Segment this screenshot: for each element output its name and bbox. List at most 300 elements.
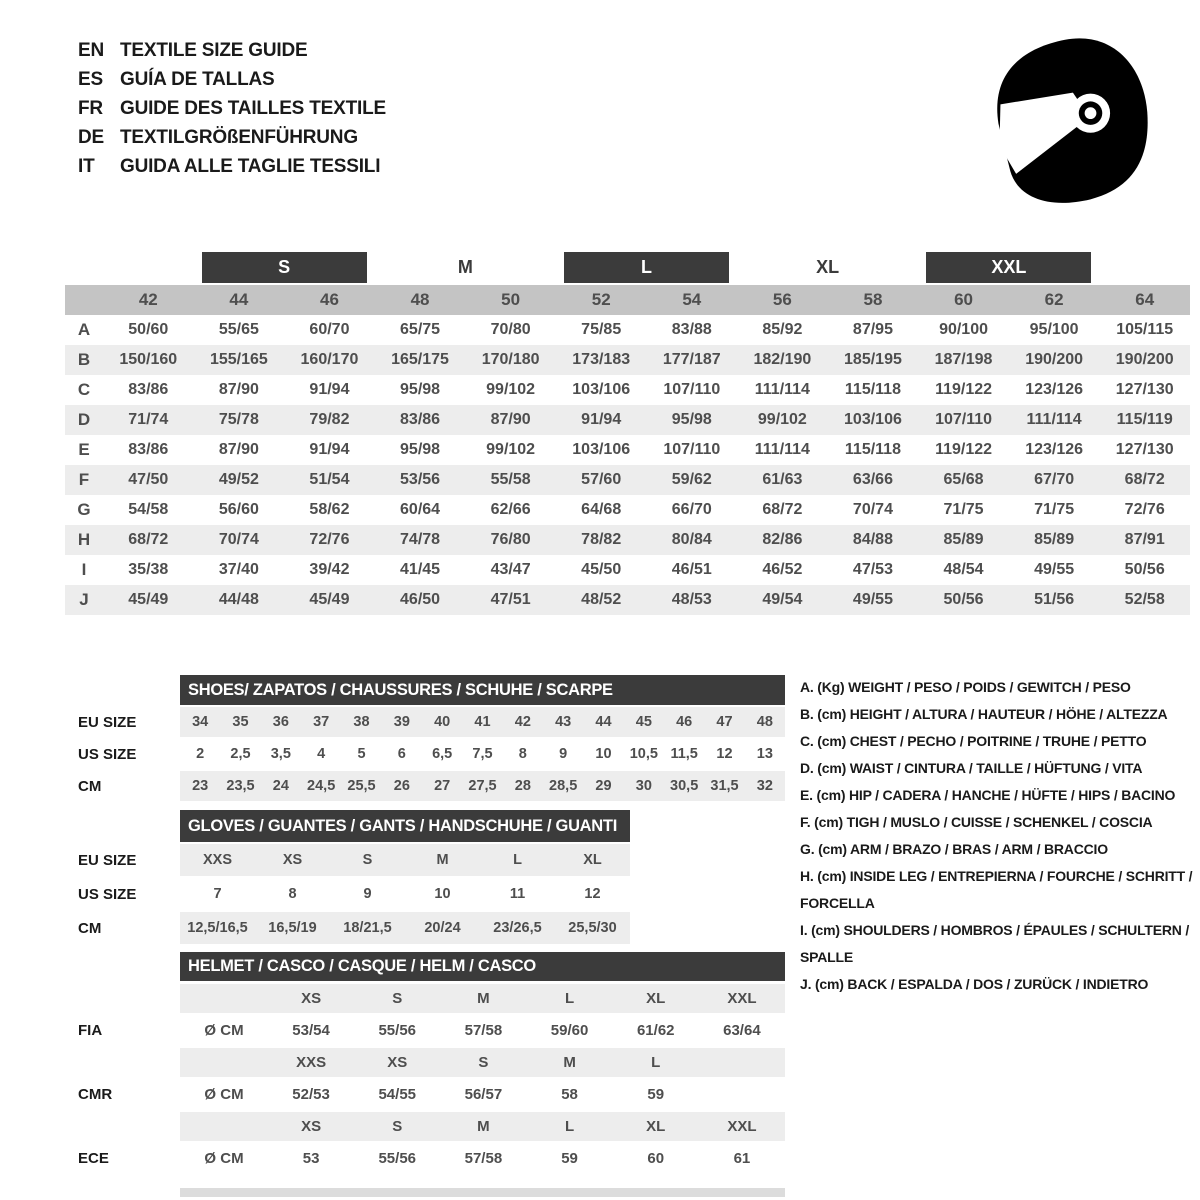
measure-cell: 74/78 [400, 531, 441, 548]
measure-cell: 46/50 [400, 591, 441, 608]
shoes-cell: 32 [756, 778, 773, 794]
helmet-value: 63/64 [723, 1022, 761, 1039]
measure-cell: 62/66 [490, 501, 531, 518]
measure-cell: 87/91 [1124, 531, 1165, 548]
measure-cell: 53/56 [400, 471, 441, 488]
measure-cell: 46/51 [671, 561, 712, 578]
language-code: DE [78, 127, 104, 148]
shoes-cell: 6 [397, 746, 406, 762]
shoes-title-bar: SHOES/ ZAPATOS / CHAUSSURES / SCHUHE / SCARPE [180, 675, 785, 705]
gloves-cell: 23/26,5 [493, 920, 542, 936]
gloves-label-eu-size: EU SIZE [78, 851, 137, 869]
measure-cell: 91/94 [309, 381, 350, 398]
helmet-unit: Ø CM [204, 1150, 244, 1167]
measure-cell: 103/106 [572, 381, 631, 398]
legend-item-i: I. (cm) SHOULDERS / HOMBROS / ÉPAULES / SCHULTERN / SPALLE [800, 922, 1190, 965]
helmet-values-row-fia [180, 1016, 785, 1045]
measure-cell: 45/49 [128, 591, 169, 608]
helmet-value: 59/60 [550, 1022, 589, 1039]
shoes-cell: 48 [756, 714, 773, 730]
measure-row-f [65, 465, 1190, 495]
measure-cell: 76/80 [490, 531, 531, 548]
size-band-s: S [202, 252, 367, 283]
measure-cell: 85/89 [1034, 531, 1075, 548]
gloves-cell: S [362, 852, 373, 868]
measure-cell: 59/62 [671, 471, 712, 488]
measure-cell: 87/90 [218, 381, 259, 398]
measure-cell: 107/110 [663, 381, 721, 398]
helmet-unit: Ø CM [204, 1086, 244, 1103]
gloves-title-bar: GLOVES / GUANTES / GANTS / HANDSCHUHE / GUANTI [180, 810, 630, 842]
measure-cell: 95/100 [1029, 321, 1079, 338]
shoes-cell: 6,5 [432, 746, 453, 762]
measure-cell: 115/118 [844, 441, 901, 458]
shoes-cell: 31,5 [710, 778, 739, 794]
row-letter: J [79, 590, 89, 609]
measure-cell: 47/51 [490, 591, 531, 608]
shoes-cell: 29 [595, 778, 612, 794]
helmet-value: 60 [647, 1150, 665, 1167]
helmet-values-row-ece [180, 1144, 785, 1173]
helmet-value: 59 [561, 1150, 578, 1167]
row-letter: D [77, 410, 91, 429]
racing-helmet-icon [972, 28, 1164, 214]
measure-cell: 50/56 [943, 591, 984, 608]
measure-cell: 64/68 [581, 501, 622, 518]
shoes-cell: 46 [676, 714, 693, 730]
helmet-title-bar: HELMET / CASCO / CASQUE / HELM / CASCO [180, 952, 785, 981]
measure-cell: 107/110 [663, 441, 721, 458]
helmet-label-ece: ECE [78, 1150, 109, 1167]
shoes-cell: 43 [555, 714, 572, 730]
measure-row-b [65, 345, 1190, 375]
language-row [78, 152, 386, 181]
shoes-cell: 42 [514, 714, 531, 730]
helmet-value: 58 [561, 1086, 578, 1103]
language-title: GUIDA ALLE TAGLIE TESSILI [120, 156, 381, 177]
shoes-cell: 12 [716, 746, 733, 762]
shoes-cell: 2 [196, 746, 205, 762]
legend-item-d: D. (cm) WAIST / CINTURA / TAILLE / HÜFTUNG / VITA [800, 760, 1143, 776]
size-band-row [65, 252, 1190, 283]
size-band-xxl: XXL [926, 252, 1091, 283]
shoes-cell: 28,5 [549, 778, 578, 794]
measure-row-j [65, 585, 1190, 615]
helmet-unit: Ø CM [204, 1022, 244, 1039]
measure-cell: 50/56 [1124, 561, 1165, 578]
measure-cell: 41/45 [400, 561, 441, 578]
measure-cell: 78/82 [581, 531, 622, 548]
gloves-label-cm: CM [78, 919, 102, 937]
measure-cell: 95/98 [400, 381, 441, 398]
measure-cell: 71/75 [1034, 501, 1075, 518]
size-number-row [65, 285, 1190, 315]
textile-size-table [65, 252, 1190, 615]
measure-cell: 103/106 [572, 441, 631, 458]
measure-cell: 123/126 [1025, 381, 1084, 398]
legend-item-j: J. (cm) BACK / ESPALDA / DOS / ZURÜCK / INDIETRO [800, 976, 1149, 992]
shoes-cell: 27,5 [468, 778, 497, 794]
helmet-section [78, 952, 785, 1173]
measure-cell: 39/42 [309, 561, 350, 578]
measurement-legend [800, 674, 1200, 998]
size-number: 54 [682, 290, 702, 309]
measure-cell: 72/76 [1124, 501, 1165, 518]
shoes-cell: 30 [635, 778, 652, 794]
helmet-size: XXL [727, 990, 757, 1007]
language-row [78, 36, 386, 65]
helmet-size: XS [301, 1118, 322, 1135]
shoes-cell: 24,5 [307, 778, 336, 794]
gloves-cell: 12,5/16,5 [187, 920, 248, 936]
helmet-size: XL [646, 990, 666, 1007]
measure-cell: 51/56 [1034, 591, 1075, 608]
helmet-value: 57/58 [464, 1150, 503, 1167]
main-table-rows [65, 315, 1190, 615]
shoes-label-us-size: US SIZE [78, 745, 137, 763]
gloves-label-us-size: US SIZE [78, 885, 137, 903]
shoes-cell: 30,5 [670, 778, 699, 794]
language-title: GUIDE DES TAILLES TEXTILE [120, 98, 386, 119]
helmet-size: S [392, 1118, 403, 1135]
measure-cell: 49/55 [852, 591, 893, 608]
measure-row-i [65, 555, 1190, 585]
shoes-cell: 27 [434, 778, 451, 794]
helmet-size: XXS [296, 1054, 327, 1071]
helmet-value: 61 [733, 1150, 751, 1167]
shoes-cell: 8 [518, 746, 527, 762]
size-band-xl: XL [816, 257, 840, 277]
measure-cell: 61/63 [762, 471, 803, 488]
gloves-cell: 12 [584, 886, 601, 902]
helmet-size: M [563, 1054, 576, 1071]
gloves-section [78, 810, 630, 944]
helmet-values-row-cmr [180, 1080, 785, 1109]
gloves-cell: XXS [202, 852, 232, 868]
helmet-value: 53/54 [292, 1022, 330, 1039]
helmet-value: 55/56 [378, 1150, 417, 1167]
helmet-value: 57/58 [464, 1022, 503, 1039]
shoes-cell: 28 [514, 778, 531, 794]
measure-cell: 49/52 [218, 471, 259, 488]
measure-cell: 68/72 [1124, 471, 1165, 488]
legend-item-h: H. (cm) INSIDE LEG / ENTREPIERNA / FOURCHE / SCHRITT / FORCELLA [800, 868, 1193, 911]
measure-cell: 60/70 [309, 321, 350, 338]
row-letter: H [77, 530, 91, 549]
row-letter: F [78, 470, 90, 489]
shoes-cell: 38 [353, 714, 370, 730]
measure-cell: 56/60 [218, 501, 259, 518]
measure-row-a [65, 315, 1190, 345]
language-title: TEXTILE SIZE GUIDE [120, 40, 308, 61]
measure-cell: 111/114 [1026, 411, 1082, 428]
shoes-cell: 5 [357, 746, 366, 762]
language-code: FR [78, 98, 103, 119]
gloves-cell: XS [282, 852, 303, 868]
measure-cell: 127/130 [1115, 381, 1174, 398]
shoes-cell: 23 [192, 778, 209, 794]
shoes-cell: 13 [756, 746, 773, 762]
row-letter: G [77, 500, 91, 519]
legend-item-f: F. (cm) TIGH / MUSLO / CUISSE / SCHENKEL / COSCIA [800, 814, 1153, 830]
helmet-label-spacer [78, 1048, 180, 1077]
measure-cell: 63/66 [852, 471, 893, 488]
measure-cell: 46/52 [762, 561, 803, 578]
measure-cell: 72/76 [309, 531, 350, 548]
measure-cell: 70/80 [490, 321, 531, 338]
helmet-sizes-row-ece [180, 1112, 785, 1141]
measure-row-d [65, 405, 1190, 435]
measure-cell: 95/98 [400, 441, 441, 458]
measure-cell: 107/110 [935, 411, 993, 428]
measure-cell: 65/68 [943, 471, 984, 488]
shoes-label-cm: CM [78, 777, 102, 795]
measure-cell: 87/90 [490, 411, 531, 428]
shoes-cell: 34 [192, 714, 209, 730]
measure-cell: 83/86 [128, 381, 169, 398]
measure-row-c [65, 375, 1190, 405]
legend-item-b: B. (cm) HEIGHT / ALTURA / HAUTEUR / HÖHE / ALTEZZA [800, 706, 1168, 722]
measure-cell: 105/115 [1116, 321, 1174, 338]
measure-cell: 51/54 [309, 471, 350, 488]
measure-cell: 48/52 [581, 591, 622, 608]
language-row [78, 94, 386, 123]
measure-cell: 55/65 [218, 321, 259, 338]
measure-cell: 60/64 [400, 501, 441, 518]
measure-cell: 54/58 [128, 501, 169, 518]
size-number: 52 [591, 290, 611, 309]
helmet-label-spacer [78, 1112, 180, 1141]
shoes-cell: 37 [313, 714, 330, 730]
helmet-label-fia: FIA [78, 1022, 103, 1039]
helmet-sizes-row-cmr [180, 1048, 785, 1077]
shoes-cell: 11,5 [670, 746, 698, 762]
helmet-size: M [477, 990, 490, 1007]
gloves-row [180, 844, 630, 876]
helmet-value: 52/53 [292, 1086, 330, 1103]
language-list [78, 36, 386, 181]
measure-cell: 182/190 [753, 351, 812, 368]
size-number: 48 [410, 290, 430, 309]
measure-cell: 57/60 [581, 471, 622, 488]
helmet-size: L [564, 1118, 575, 1135]
measure-cell: 150/160 [119, 351, 178, 368]
shoes-row [180, 739, 785, 769]
shoes-cell: 36 [272, 714, 289, 730]
helmet-size: S [392, 990, 403, 1007]
measure-cell: 111/114 [754, 441, 810, 458]
size-number: 60 [954, 290, 973, 309]
measure-cell: 185/195 [844, 351, 902, 368]
measure-cell: 50/60 [128, 321, 169, 338]
measure-cell: 84/88 [852, 531, 893, 548]
gloves-cell: 9 [363, 886, 372, 902]
gloves-cell: M [436, 852, 449, 868]
legend-item-e: E. (cm) HIP / CADERA / HANCHE / HÜFTE / HIPS / BACINO [800, 787, 1176, 803]
measure-cell: 52/58 [1124, 591, 1165, 608]
measure-cell: 123/126 [1025, 441, 1084, 458]
shoes-cell: 3,5 [270, 746, 291, 762]
size-number: 42 [138, 290, 158, 309]
measure-cell: 155/165 [209, 351, 268, 368]
measure-cell: 187/198 [934, 351, 993, 368]
size-number: 56 [772, 290, 792, 309]
shoes-cell: 10 [595, 746, 612, 762]
measure-cell: 47/50 [128, 471, 169, 488]
shoes-cell: 2,5 [230, 746, 251, 762]
measure-cell: 170/180 [481, 351, 540, 368]
gloves-cell: XL [583, 852, 602, 868]
measure-cell: 45/49 [309, 591, 350, 608]
helmet-value: 61/62 [636, 1022, 675, 1039]
measure-cell: 111/114 [754, 381, 810, 398]
size-number: 50 [501, 290, 521, 309]
language-code: ES [78, 69, 103, 90]
shoes-cell: 23,5 [226, 778, 255, 794]
measure-cell: 115/118 [844, 381, 901, 398]
size-number: 46 [319, 290, 339, 309]
row-letter: I [81, 560, 87, 579]
helmet-size: XXL [727, 1118, 757, 1135]
size-number: 62 [1044, 290, 1064, 309]
measure-cell: 103/106 [844, 411, 902, 428]
measure-cell: 67/70 [1034, 471, 1075, 488]
gloves-cell: 25,5/30 [568, 920, 617, 936]
helmet-sizes-row-fia [180, 984, 785, 1013]
measure-cell: 99/102 [757, 411, 807, 428]
legend-item-g: G. (cm) ARM / BRAZO / BRAS / ARM / BRACCIO [800, 841, 1108, 857]
size-number: 64 [1135, 290, 1155, 309]
measure-cell: 43/47 [490, 561, 531, 578]
measure-cell: 49/55 [1034, 561, 1075, 578]
size-number: 58 [863, 290, 883, 309]
shoes-cell: 24 [272, 778, 289, 794]
measure-row-e [65, 435, 1190, 465]
measure-cell: 49/54 [762, 591, 803, 608]
measure-cell: 95/98 [671, 411, 712, 428]
helmet-size: XS [301, 990, 322, 1007]
shoes-cell: 25,5 [347, 778, 376, 794]
shoes-cell: 4 [317, 746, 326, 762]
shoes-row [180, 707, 785, 737]
measure-cell: 87/95 [852, 321, 893, 338]
measure-cell: 65/75 [400, 321, 441, 338]
measure-cell: 190/200 [1025, 351, 1084, 368]
measure-cell: 190/200 [1115, 351, 1174, 368]
helmet-size: XS [387, 1054, 408, 1071]
gloves-cell: 18/21,5 [343, 920, 392, 936]
helmet-size: S [478, 1054, 489, 1071]
gloves-cell: 7 [213, 886, 222, 902]
gloves-cell: 16,5/19 [268, 920, 317, 936]
language-title: GUÍA DE TALLAS [120, 69, 275, 90]
measure-row-h [65, 525, 1190, 555]
size-number: 44 [229, 290, 249, 309]
language-title: TEXTILGRÖßENFÜHRUNG [120, 127, 358, 148]
measure-cell: 119/122 [935, 381, 993, 398]
row-letter: C [77, 380, 91, 399]
measure-cell: 70/74 [218, 531, 259, 548]
gloves-cell: 20/24 [424, 920, 461, 936]
measure-cell: 173/183 [572, 351, 631, 368]
legend-item-a: A. (Kg) WEIGHT / PESO / POIDS / GEWITCH / PESO [800, 679, 1131, 695]
shoes-cell: 35 [232, 714, 249, 730]
measure-cell: 127/130 [1115, 441, 1174, 458]
size-band-m: M [457, 257, 473, 277]
measure-cell: 82/86 [762, 531, 803, 548]
measure-cell: 79/82 [309, 411, 350, 428]
measure-cell: 177/187 [662, 351, 721, 368]
shoes-cell: 47 [716, 714, 733, 730]
measure-cell: 91/94 [309, 441, 350, 458]
shoes-row [180, 771, 785, 801]
measure-cell: 83/86 [400, 411, 441, 428]
size-band-l: L [564, 252, 729, 283]
measure-cell: 55/58 [490, 471, 531, 488]
helmet-size: M [477, 1118, 490, 1135]
shoes-cell: 44 [595, 714, 612, 730]
measure-cell: 68/72 [128, 531, 169, 548]
legend-item-c: C. (cm) CHEST / PECHO / POITRINE / TRUHE / PETTO [800, 733, 1147, 749]
helmet-value: 59 [647, 1086, 665, 1103]
measure-cell: 85/89 [943, 531, 984, 548]
shoes-cell: 10,5 [629, 746, 658, 762]
shoes-cell: 39 [393, 714, 410, 730]
gloves-cell: 8 [288, 886, 297, 902]
helmet-size: XL [646, 1118, 666, 1135]
measure-cell: 99/102 [486, 381, 536, 398]
measure-cell: 87/90 [218, 441, 259, 458]
measure-cell: 58/62 [309, 501, 350, 518]
measure-cell: 75/85 [581, 321, 622, 338]
measure-cell: 75/78 [218, 411, 259, 428]
measure-cell: 115/119 [1116, 411, 1173, 428]
language-row [78, 65, 386, 94]
shoes-label-eu-size: EU SIZE [78, 713, 137, 731]
measure-cell: 45/50 [581, 561, 622, 578]
measure-cell: 48/54 [943, 561, 984, 578]
measure-cell: 91/94 [581, 411, 622, 428]
measure-cell: 47/53 [852, 561, 893, 578]
measure-cell: 165/175 [391, 351, 449, 368]
shoes-cell: 45 [635, 714, 652, 730]
helmet-value: 56/57 [464, 1086, 503, 1103]
helmet-value: 54/55 [378, 1086, 417, 1103]
measure-cell: 71/75 [943, 501, 984, 518]
shoes-cell: 7,5 [472, 746, 493, 762]
measure-cell: 85/92 [762, 321, 803, 338]
measure-cell: 44/48 [218, 591, 259, 608]
shoes-cell: 9 [559, 746, 568, 762]
gloves-cell: 10 [434, 886, 451, 902]
measure-cell: 37/40 [218, 561, 259, 578]
measure-cell: 68/72 [762, 501, 803, 518]
gloves-row [180, 912, 630, 944]
measure-cell: 48/53 [671, 591, 712, 608]
measure-cell: 80/84 [671, 531, 712, 548]
shoes-cell: 41 [474, 714, 491, 730]
shoes-cell: 40 [434, 714, 451, 730]
language-code: EN [78, 40, 104, 61]
helmet-label-cmr: CMR [78, 1086, 113, 1103]
language-code: IT [78, 156, 95, 177]
measure-row-g [65, 495, 1190, 525]
measure-cell: 66/70 [671, 501, 712, 518]
gloves-cell: L [513, 852, 522, 868]
measure-cell: 35/38 [128, 561, 169, 578]
measure-cell: 90/100 [939, 321, 988, 338]
measure-cell: 70/74 [852, 501, 893, 518]
